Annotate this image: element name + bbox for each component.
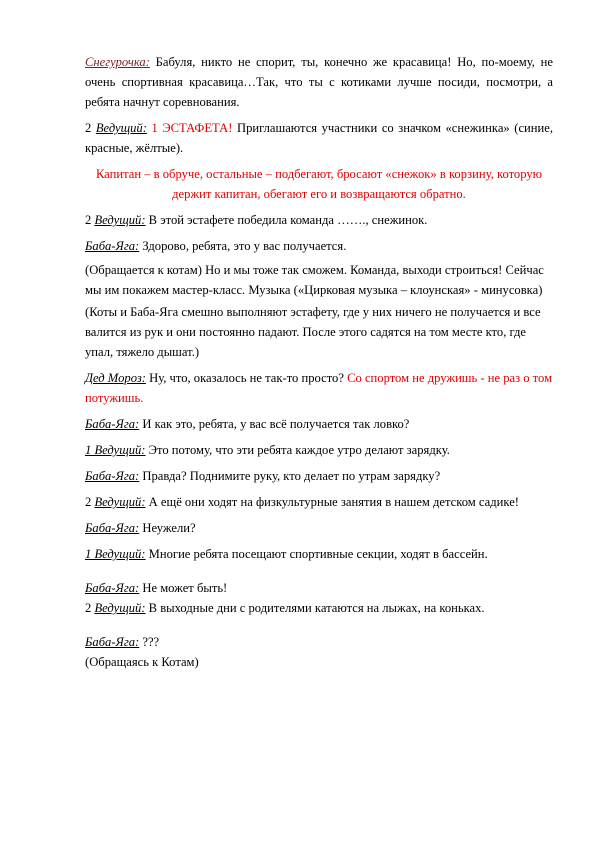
line-baba-yaga	[85, 632, 553, 652]
speaker-label: Снегурочка:	[85, 55, 150, 69]
speaker-label: Дед Мороз:	[85, 371, 146, 385]
relay-heading: 1 ЭСТАФЕТА!	[146, 121, 233, 135]
speaker-label: 1 Ведущий:	[85, 443, 146, 457]
line-prefix: 2	[85, 213, 95, 227]
document-page	[85, 52, 553, 678]
speaker-label: Баба-Яга:	[85, 581, 140, 595]
line-baba-yaga	[85, 414, 553, 434]
line-text: Это потому, что эти ребята каждое утро делают зарядку.	[145, 443, 450, 457]
speaker-label: Баба-Яга:	[85, 417, 140, 431]
speaker-label: Баба-Яга:	[85, 239, 140, 253]
line-baba-yaga	[85, 236, 553, 256]
speaker-label: Баба-Яга:	[85, 635, 140, 649]
line-text: В этой эстафете победила команда ……., снежинок.	[145, 213, 428, 227]
stage-direction: (Коты и Баба-Яга смешно выполняют эстафету, где у них ничего не получается и все валится из рук и они постоянно падают. После этого садятся на том месте кто, где упал, тяжело дышат.)	[85, 305, 541, 359]
line-ded-moroz	[85, 368, 553, 408]
speaker-label: Ведущий:	[94, 601, 146, 615]
line-prefix: 2	[85, 495, 95, 509]
line-text: А ещё они ходят на физкультурные занятия в нашем детском садике!	[145, 495, 519, 509]
line-host2	[85, 492, 553, 512]
line-text: Правда? Поднимите руку, кто делает по утрам зарядку?	[139, 469, 441, 483]
line-baba-yaga	[85, 466, 553, 486]
line-text: Здорово, ребята, это у вас получается.	[139, 239, 347, 253]
line-text: ???	[139, 635, 160, 649]
proverb-text: Со спортом не дружишь - не раз о том потужишь.	[85, 371, 553, 405]
line-prefix: 2	[85, 601, 95, 615]
line-host2	[85, 598, 553, 618]
line-baba-yaga	[85, 518, 553, 538]
stage-direction: (Обращаясь к Котам)	[85, 655, 199, 669]
line-text: Бабуля, никто не спорит, ты, конечно же красавица! Но, по-моему, не очень спортивная красавица…Так, что ты с котиками лучше посиди, посмотри, а ребята начнут соревнования.	[85, 55, 553, 109]
line-text: И как это, ребята, у вас всё получается так ловко?	[139, 417, 410, 431]
line-text: Неужели?	[139, 521, 196, 535]
line-text: Ну, что, оказалось не так-то просто?	[145, 371, 344, 385]
line-text: Приглашаются участники со значком «снежинка» (синие, красные, жёлтые).	[85, 121, 553, 155]
line-host1	[85, 544, 553, 564]
speaker-label: Ведущий:	[94, 495, 146, 509]
line-host1	[85, 440, 553, 460]
speaker-label: Ведущий:	[94, 213, 146, 227]
line-prefix: 2	[85, 121, 96, 135]
relay-instructions: Капитан – в обруче, остальные – подбегают, бросают «снежок» в корзину, которую держит капитан, обегают его и возвращаются обратно.	[95, 167, 543, 201]
speaker-label: 1 Ведущий:	[85, 547, 146, 561]
speaker-label: Баба-Яга:	[85, 521, 140, 535]
line-host2-winner	[85, 210, 553, 230]
speaker-label: Баба-Яга:	[85, 469, 140, 483]
speaker-label: Ведущий:	[95, 121, 147, 135]
line-host2-relay	[85, 118, 553, 158]
stage-direction: (Обращается к котам) Но и мы тоже так сможем. Команда, выходи строиться! Сейчас мы им покажем мастер-класс. Музыка («Цирковая музыка – клоунская» - минусовка)	[85, 263, 544, 297]
line-baba-yaga	[85, 578, 553, 598]
line-text: Многие ребята посещают спортивные секции, ходят в бассейн.	[145, 547, 488, 561]
line-text: В выходные дни с родителями катаются на лыжах, на коньках.	[145, 601, 485, 615]
line-text: Не может быть!	[139, 581, 228, 595]
line-snegurochka	[85, 52, 553, 112]
